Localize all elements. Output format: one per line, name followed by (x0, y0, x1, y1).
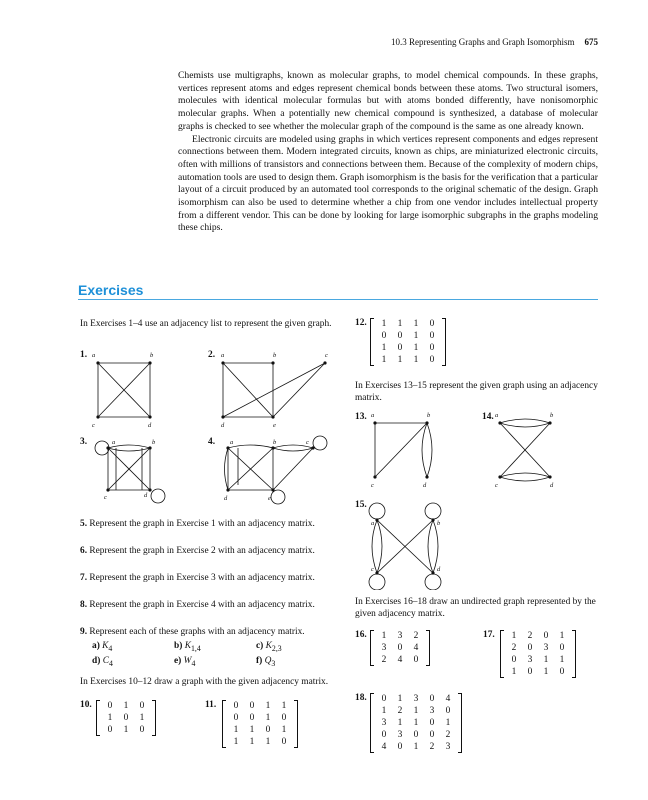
matrix-cell: 1 (413, 343, 419, 353)
matrix-row (506, 642, 570, 654)
graph-13 (375, 423, 432, 477)
instruction-10-12: In Exercises 10–12 draw a graph with the given adjacency matrix. (80, 677, 329, 687)
exercise-17-label: 17. (483, 630, 495, 640)
matrix-cell: 3 (397, 730, 403, 740)
matrix-row (376, 741, 456, 753)
matrix-cell: 4 (413, 643, 419, 653)
vertex-label: a (371, 520, 375, 527)
matrix-cell: 1 (281, 701, 287, 711)
vertex-label: a (92, 352, 96, 359)
vertex-label: a (371, 412, 375, 419)
matrix-cell: 0 (429, 355, 435, 365)
q-number: 9. (80, 627, 88, 637)
matrix-cell: 0 (559, 667, 565, 677)
vertex-label: c (371, 482, 374, 489)
matrix-cell: 4 (397, 655, 403, 665)
matrix-row (506, 666, 570, 678)
matrix-cell: 1 (381, 631, 387, 641)
vertex-label: c (104, 494, 107, 501)
question-9-options: a) $K_4$ b) $K_{1,4}$ c) $K_{2,3}$ d) $C_4$ e) $W_4$ f) $Q_3$ (92, 641, 282, 668)
running-header (391, 37, 598, 47)
matrix-cell: 1 (413, 706, 419, 716)
matrix-row (376, 342, 440, 354)
matrix-cell: 1 (543, 655, 549, 665)
matrix-cell: 1 (413, 742, 419, 752)
q-text: Represent each of these graphs with an adjacency matrix. (89, 627, 305, 637)
q-text: Represent the graph in Exercise 4 with an adjacency matrix. (89, 600, 315, 610)
figures-13-15 (355, 405, 605, 590)
question-5 (80, 518, 340, 530)
instruction-16-18: In Exercises 16–18 draw an undirected graph represented by the given adjacency matrix. (355, 597, 596, 619)
matrix-cell: 0 (265, 725, 271, 735)
matrix-11 (222, 700, 298, 748)
matrix-cell: 1 (559, 631, 565, 641)
matrix-row (506, 630, 570, 642)
matrix-cell: 3 (381, 718, 387, 728)
matrix-cell: 2 (381, 655, 387, 665)
vertex-label: d (550, 482, 554, 489)
matrix-cell: 0 (233, 701, 239, 711)
matrix-cell: 0 (429, 343, 435, 353)
matrix-row (102, 712, 150, 724)
matrix-cell: 0 (397, 643, 403, 653)
matrix-cell: 3 (543, 643, 549, 653)
matrix-cell: 1 (397, 718, 403, 728)
matrix-cell: 3 (413, 694, 419, 704)
vertex-label: a (230, 439, 234, 446)
vertex-label: b (427, 412, 431, 419)
matrix-cell: 0 (249, 713, 255, 723)
matrix-cell: 3 (397, 631, 403, 641)
matrix-cell: 1 (123, 701, 129, 711)
matrix-row (376, 717, 456, 729)
vertex-label: d (224, 495, 228, 502)
question-8 (80, 599, 340, 611)
matrix-cell: 3 (429, 706, 435, 716)
exercise-18-label: 18. (355, 693, 367, 703)
matrix-cell: 1 (413, 319, 419, 329)
matrix-cell: 0 (397, 331, 403, 341)
matrix-cell: 1 (511, 667, 517, 677)
matrix-cell: 0 (543, 631, 549, 641)
vertex-label: e (273, 422, 276, 429)
matrix-cell: 0 (397, 742, 403, 752)
matrix-cell: 1 (233, 737, 239, 747)
matrix-cell: 0 (429, 730, 435, 740)
question-7 (80, 572, 340, 584)
matrix-row (376, 642, 424, 654)
vertex-label: a (495, 412, 499, 419)
matrix-cell: 0 (445, 706, 451, 716)
instruction-1-4: In Exercises 1–4 use an adjacency list to represent the given graph. (80, 319, 332, 329)
matrix-row (376, 705, 456, 717)
heading-rule (78, 299, 598, 300)
matrix-cell: 4 (445, 694, 451, 704)
matrix-cell: 1 (107, 713, 113, 723)
page-number: 675 (584, 37, 598, 47)
matrix-cell: 1 (281, 725, 287, 735)
matrix-cell: 0 (429, 694, 435, 704)
matrix-cell: 1 (233, 725, 239, 735)
exercise-10-label: 10. (80, 700, 92, 710)
matrix-cell: 0 (511, 655, 517, 665)
matrix-row (376, 693, 456, 705)
matrix-cell: 1 (381, 355, 387, 365)
matrix-cell: 1 (543, 667, 549, 677)
vertex-label: b (437, 520, 441, 527)
matrix-cell: 0 (429, 319, 435, 329)
exercise-11-label: 11. (205, 700, 217, 710)
matrix-row (102, 700, 150, 712)
q-number: 8. (80, 600, 88, 610)
matrix-cell: 1 (123, 725, 129, 735)
matrix-cell: 3 (527, 655, 533, 665)
matrix-row (228, 736, 292, 748)
matrix-cell: 0 (123, 713, 129, 723)
instruction-13-15: In Exercises 13–15 represent the given graph using an adjacency matrix. (355, 381, 598, 403)
question-9 (80, 626, 340, 638)
figures-1-4 (78, 345, 348, 515)
vertex-label: c (306, 439, 309, 446)
matrix-cell: 0 (527, 643, 533, 653)
matrix-16 (370, 630, 430, 666)
vertex-label: a (221, 352, 225, 359)
matrix-cell: 0 (107, 725, 113, 735)
matrix-cell: 2 (429, 742, 435, 752)
matrix-cell: 0 (233, 713, 239, 723)
q-text: Represent the graph in Exercise 1 with an adjacency matrix. (89, 519, 315, 529)
matrix-cell: 1 (249, 725, 255, 735)
graph-15 (369, 503, 441, 590)
matrix-cell: 1 (381, 706, 387, 716)
intro-paragraph-1: Chemists use multigraphs, known as molecular graphs, to model chemical compounds. In these graphs, vertices represent atoms and edges represent chemical bonds between these atoms. Two structural isomers, molecules with identical molecular formulas but with atoms bonded differently, have nonisomorphic molecular graphs. When a potentially new chemical compound is synthesized, a database of molecular graphs is checked to see whether the molecular graph of the compound is the same as one already known. (178, 70, 598, 132)
exercise-13-label: 13. (355, 412, 367, 422)
vertex-label: b (273, 352, 277, 359)
matrix-cell: 0 (381, 331, 387, 341)
matrix-row (228, 712, 292, 724)
matrix-cell: 0 (249, 701, 255, 711)
matrix-cell: 2 (527, 631, 533, 641)
matrix-cell: 0 (527, 667, 533, 677)
exercise-4-label: 4. (208, 437, 216, 447)
exercises-heading: Exercises (78, 282, 144, 298)
matrix-cell: 1 (397, 319, 403, 329)
exercise-1-label: 1. (80, 350, 88, 360)
matrix-cell: 0 (107, 701, 113, 711)
matrix-cell: 1 (413, 718, 419, 728)
matrix-cell: 1 (413, 331, 419, 341)
matrix-cell: 1 (445, 718, 451, 728)
vertex-label: c (371, 566, 374, 573)
matrix-18 (370, 693, 462, 753)
matrix-cell: 0 (413, 730, 419, 740)
matrix-cell: 0 (139, 701, 145, 711)
matrix-cell: 2 (445, 730, 451, 740)
exercise-14-label: 14. (482, 412, 494, 422)
exercise-16-label: 16. (355, 630, 367, 640)
matrix-cell: 2 (397, 706, 403, 716)
vertex-label: d (221, 422, 225, 429)
vertex-label: c (495, 482, 498, 489)
q-text: Represent the graph in Exercise 2 with an adjacency matrix. (89, 546, 315, 556)
matrix-cell: 3 (445, 742, 451, 752)
graph-1 (98, 363, 150, 417)
question-6 (80, 545, 340, 557)
matrix-cell: 1 (413, 355, 419, 365)
vertex-label: b (152, 439, 156, 446)
matrix-cell: 0 (413, 655, 419, 665)
matrix-cell: 1 (511, 631, 517, 641)
vertex-label: d (437, 566, 441, 573)
q-number: 6. (80, 546, 88, 556)
matrix-row (376, 729, 456, 741)
matrix-cell: 1 (381, 343, 387, 353)
matrix-cell: 0 (429, 718, 435, 728)
matrix-12 (370, 318, 446, 366)
matrix-cell: 0 (381, 694, 387, 704)
matrix-cell: 0 (381, 730, 387, 740)
matrix-row (376, 630, 424, 642)
q-text: Represent the graph in Exercise 3 with an adjacency matrix. (89, 573, 315, 583)
exercise-15-label: 15. (355, 500, 367, 510)
vertex-label: c (325, 352, 328, 359)
intro-text (178, 70, 598, 235)
matrix-cell: 0 (281, 713, 287, 723)
intro-paragraph-2: Electronic circuits are modeled using graphs in which vertices represent components and edges represent connections between them. Modern integrated circuits, known as chips, are miniaturized electronic circuits, often with millions of transistors and connections between them. Because of the complexity of modern chips, automation tools are used to design them. Graph isomorphism is the basis for the verification that a particular layout of a circuit produced by an automated tool corresponds to the original schematic of the design. Graph isomorphism can also be used to determine whether a chip from one vendor includes intellectual property from a different vendor. This can be done by looking for large isomorphic subgraphs in the graphs modeling these chips. (178, 133, 598, 234)
q-number: 7. (80, 573, 88, 583)
exercise-12-label: 12. (355, 318, 367, 328)
matrix-row (376, 318, 440, 330)
vertex-label: d (148, 422, 152, 429)
matrix-cell: 1 (265, 701, 271, 711)
matrix-cell: 0 (429, 331, 435, 341)
matrix-row (228, 724, 292, 736)
matrix-row (376, 354, 440, 366)
exercise-2-label: 2. (208, 350, 216, 360)
vertex-label: d (144, 492, 148, 499)
matrix-cell: 1 (559, 655, 565, 665)
graph-14 (500, 419, 550, 481)
matrix-cell: 1 (265, 737, 271, 747)
matrix-cell: 2 (413, 631, 419, 641)
vertex-label: e (268, 495, 271, 502)
matrix-row (102, 724, 150, 736)
matrix-cell: 0 (281, 737, 287, 747)
graph-2 (223, 363, 325, 417)
exercise-3-label: 3. (80, 437, 88, 447)
vertex-label: c (92, 422, 95, 429)
matrix-row (376, 330, 440, 342)
matrix-cell: 1 (139, 713, 145, 723)
matrix-cell: 0 (139, 725, 145, 735)
vertex-label: b (273, 439, 277, 446)
matrix-cell: 1 (397, 355, 403, 365)
matrix-row (376, 654, 424, 666)
matrix-cell: 2 (511, 643, 517, 653)
vertex-label: b (550, 412, 554, 419)
matrix-cell: 1 (381, 319, 387, 329)
graph-4 (225, 436, 328, 504)
section-title: 10.3 Representing Graphs and Graph Isomorphism (391, 37, 575, 47)
matrix-cell: 3 (381, 643, 387, 653)
matrix-cell: 1 (249, 737, 255, 747)
matrix-cell: 0 (397, 343, 403, 353)
vertex-label: d (423, 482, 427, 489)
q-number: 5. (80, 519, 88, 529)
matrix-cell: 4 (381, 742, 387, 752)
matrix-cell: 1 (265, 713, 271, 723)
vertex-label: b (150, 352, 154, 359)
matrix-10 (96, 700, 156, 736)
matrix-cell: 0 (559, 643, 565, 653)
matrix-cell: 1 (397, 694, 403, 704)
vertex-label: a (112, 439, 116, 446)
matrix-row (228, 700, 292, 712)
matrix-row (506, 654, 570, 666)
matrix-17 (500, 630, 576, 678)
